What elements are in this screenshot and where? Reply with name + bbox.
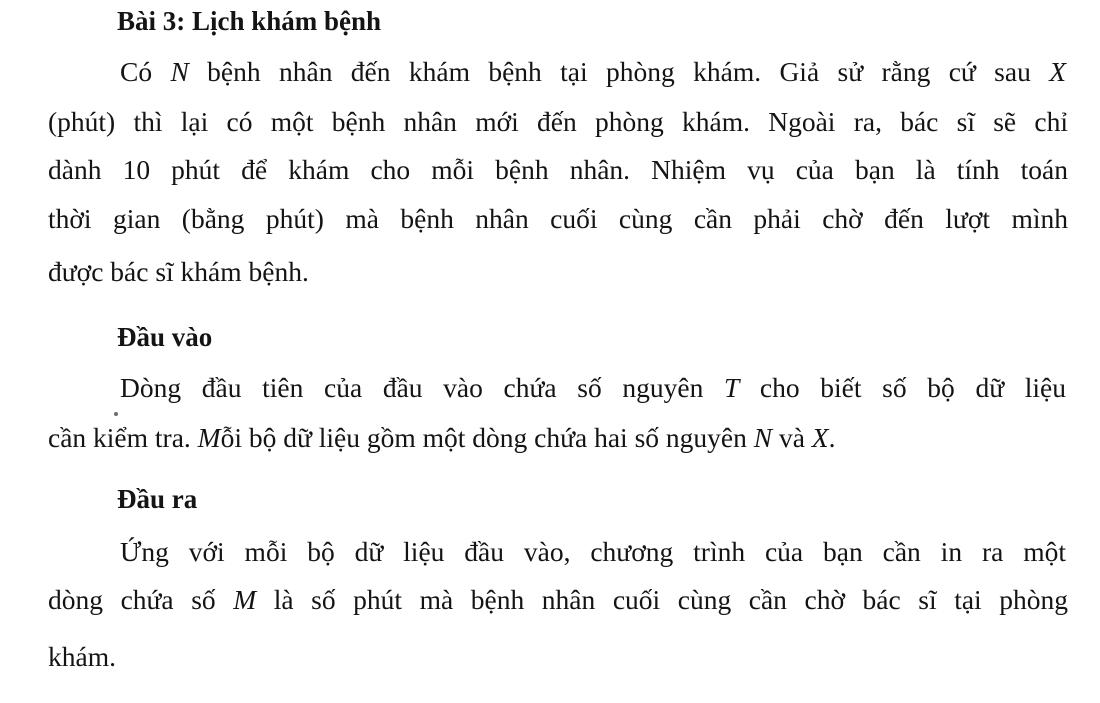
output-line-2: dòng chứa số M là số phút mà bệnh nhân cuối cùng cần chờ bác sĩ tại phòng (48, 584, 1068, 615)
intro-line-5: được bác sĩ khám bệnh. (48, 256, 309, 287)
input-line-1: Dòng đầu tiên của đầu vào chứa số nguyên T cho biết số bộ dữ liệu (120, 372, 1066, 403)
output-line-1: Ứng với mỗi bộ dữ liệu đầu vào, chương trình của bạn cần in ra một (120, 536, 1066, 567)
problem-title: Bài 3: Lịch khám bệnh (117, 6, 382, 36)
output-line-3: khám. (48, 641, 116, 672)
intro-line-3: dành 10 phút để khám cho mỗi bệnh nhân. Nhiệm vụ của bạn là tính toán (48, 154, 1068, 185)
intro-line-4: thời gian (bằng phút) mà bệnh nhân cuối cùng cần phải chờ đến lượt mình (48, 203, 1068, 234)
input-heading: Đầu vào (117, 322, 213, 352)
intro-line-2: (phút) thì lại có một bệnh nhân mới đến phòng khám. Ngoài ra, bác sĩ sẽ chỉ (48, 106, 1068, 137)
scan-speck (114, 412, 118, 416)
intro-line-1: Có N bệnh nhân đến khám bệnh tại phòng khám. Giả sử rằng cứ sau X (120, 56, 1067, 87)
output-heading: Đầu ra (117, 484, 198, 514)
input-line-2: cần kiểm tra. Mỗi bộ dữ liệu gồm một dòng chứa hai số nguyên N và X. (48, 422, 836, 453)
